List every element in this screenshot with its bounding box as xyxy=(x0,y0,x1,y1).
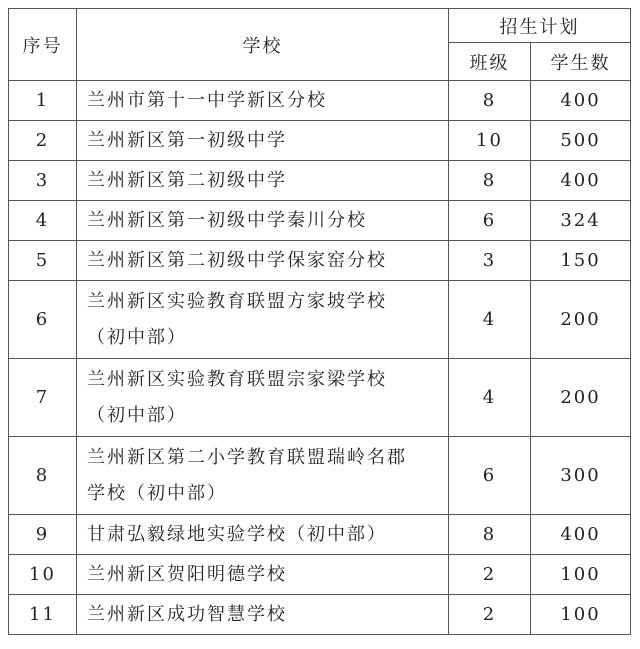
row-school xyxy=(77,437,449,515)
row-students: 200 xyxy=(531,281,631,359)
table-row xyxy=(9,121,631,161)
row-school xyxy=(77,515,449,555)
table-row xyxy=(9,281,631,359)
row-school xyxy=(77,121,449,161)
row-school xyxy=(77,281,449,359)
row-students: 200 xyxy=(531,359,631,437)
school-name-line: 兰州新区第二小学教育联盟瑞岭名郡 xyxy=(87,446,407,468)
header-classes: 班级 xyxy=(449,43,531,81)
row-classes: 10 xyxy=(449,121,531,161)
header-plan: 招生计划 xyxy=(449,9,631,43)
table-row xyxy=(9,555,631,595)
row-students: 400 xyxy=(531,81,631,121)
row-no: 6 xyxy=(9,281,77,359)
row-students: 300 xyxy=(531,437,631,515)
row-classes: 8 xyxy=(449,515,531,555)
row-students: 100 xyxy=(531,595,631,635)
row-students: 400 xyxy=(531,161,631,201)
school-name-line: 兰州市第十一中学新区分校 xyxy=(87,89,327,111)
row-school xyxy=(77,241,449,281)
school-name-line: 兰州新区第一初级中学 xyxy=(87,129,287,151)
row-no: 11 xyxy=(9,595,77,635)
row-students: 324 xyxy=(531,201,631,241)
row-school xyxy=(77,359,449,437)
table-body xyxy=(9,81,631,635)
school-name-line: 学校（初中部） xyxy=(87,482,227,504)
table-row xyxy=(9,359,631,437)
row-no: 8 xyxy=(9,437,77,515)
row-classes: 8 xyxy=(449,81,531,121)
row-no: 5 xyxy=(9,241,77,281)
table-row xyxy=(9,201,631,241)
row-students: 400 xyxy=(531,515,631,555)
row-classes: 2 xyxy=(449,595,531,635)
table-row xyxy=(9,81,631,121)
school-name-line: 兰州新区成功智慧学校 xyxy=(87,603,287,625)
row-no: 7 xyxy=(9,359,77,437)
row-school xyxy=(77,201,449,241)
row-school xyxy=(77,161,449,201)
row-no: 9 xyxy=(9,515,77,555)
school-name-line: 兰州新区第二初级中学 xyxy=(87,169,287,191)
school-name-line: 兰州新区第一初级中学秦川分校 xyxy=(87,209,367,231)
row-school xyxy=(77,81,449,121)
row-no: 1 xyxy=(9,81,77,121)
row-no: 3 xyxy=(9,161,77,201)
header-students: 学生数 xyxy=(531,43,631,81)
row-no: 10 xyxy=(9,555,77,595)
row-classes: 6 xyxy=(449,437,531,515)
row-classes: 6 xyxy=(449,201,531,241)
school-name-line: （初中部） xyxy=(87,326,187,348)
row-classes: 4 xyxy=(449,359,531,437)
row-school xyxy=(77,595,449,635)
table-row xyxy=(9,595,631,635)
school-name-line: 兰州新区实验教育联盟方家坡学校 xyxy=(87,290,387,312)
row-students: 150 xyxy=(531,241,631,281)
table-row xyxy=(9,515,631,555)
school-name-line: 兰州新区实验教育联盟宗家梁学校 xyxy=(87,368,387,390)
school-name-line: 兰州新区贺阳明德学校 xyxy=(87,563,287,585)
table-row xyxy=(9,241,631,281)
school-name-line: 甘肃弘毅绿地实验学校（初中部） xyxy=(87,523,387,545)
row-classes: 2 xyxy=(449,555,531,595)
header-school: 学校 xyxy=(77,9,449,81)
row-classes: 4 xyxy=(449,281,531,359)
row-no: 4 xyxy=(9,201,77,241)
table-row xyxy=(9,437,631,515)
table-header xyxy=(9,9,631,81)
school-name-line: （初中部） xyxy=(87,404,187,426)
row-school xyxy=(77,555,449,595)
row-no: 2 xyxy=(9,121,77,161)
table-row xyxy=(9,161,631,201)
row-classes: 3 xyxy=(449,241,531,281)
row-students: 100 xyxy=(531,555,631,595)
school-name-line: 兰州新区第二初级中学保家窑分校 xyxy=(87,249,387,271)
row-students: 500 xyxy=(531,121,631,161)
row-classes: 8 xyxy=(449,161,531,201)
header-no: 序号 xyxy=(9,9,77,81)
enrollment-plan-table xyxy=(8,8,631,635)
